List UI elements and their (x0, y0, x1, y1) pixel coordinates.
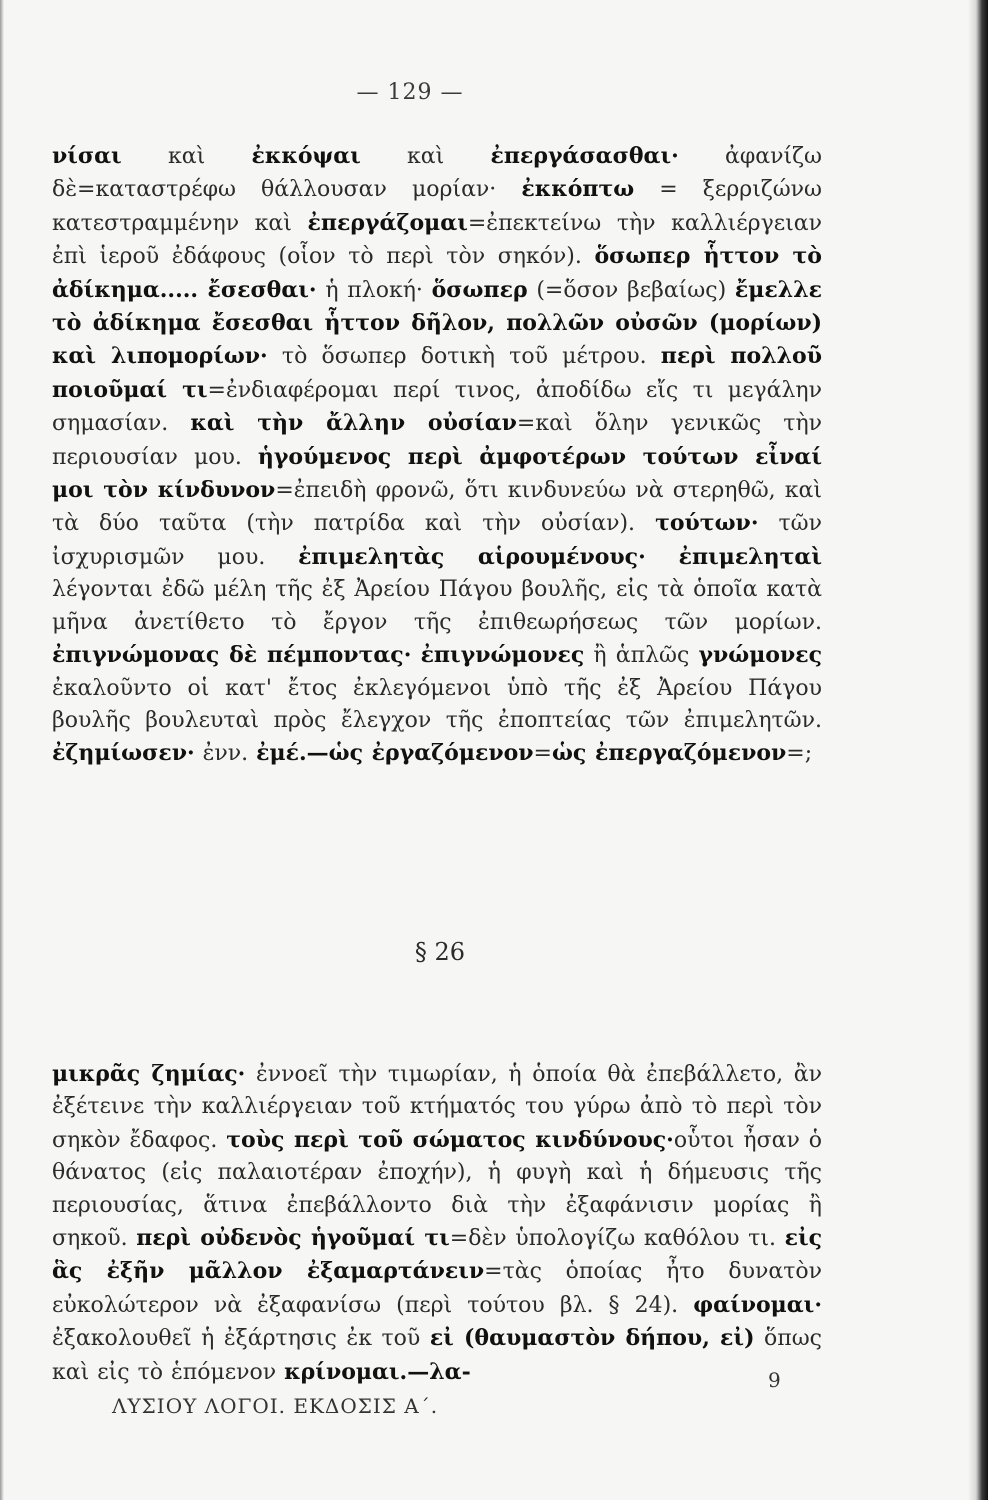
commentary-text: ἡ πλοκή· (316, 277, 432, 303)
commentary-text: =ἐπεκτείνω τὴν καλλιέργειαν ἐπὶ ἱεροῦ ἐδάφους (οἷον τὸ περὶ τὸν σηκόν). (52, 210, 823, 270)
bold-lemma: ἐπιγνώμονες (420, 642, 585, 669)
commentary-text: =καὶ ὅλην γενικῶς τὴν περιουσίαν μου. (52, 411, 823, 470)
bold-lemma: ἐπεργάσασθαι· (490, 143, 679, 169)
commentary-text: καὶ (360, 144, 491, 169)
bold-lemma: τούτων· (655, 510, 759, 537)
bold-lemma: ἐκκόψαι (251, 143, 361, 169)
bold-lemma: φαίνομαι· (693, 1291, 822, 1318)
bold-lemma: ὅσωπερ ἧττον τὸ ἀδίκημα..... ἔσεσθαι· (52, 243, 822, 303)
commentary-text: =ἐπειδὴ φρονῶ, ὅτι κινδυνεύω νὰ στερηθῶ, καὶ τὰ δύο ταῦτα (τὴν πατρίδα καὶ τὴν οὐσίαν). (52, 478, 822, 537)
signature-mark: 9 (768, 1368, 781, 1392)
bold-lemma: περὶ οὐδενὸς ἡγοῦμαί τι (136, 1225, 450, 1252)
section-heading: § 26 (414, 938, 466, 966)
bold-lemma: ἐζημίωσεν· (52, 740, 195, 767)
commentary-text: ἐκαλοῦντο οἱ κατ' ἔτος ἐκλεγόμενοι ὑπὸ τῆς ἐξ Ἀρείου Πάγου βουλῆς βουλευταὶ πρὸς ἔλεγχον τῆς ἐποπτείας τῶν ἐπιμελητῶν. (52, 675, 822, 733)
bold-lemma: εἰ (θαυμαστὸν δήπου, εἰ) (429, 1325, 755, 1352)
bold-lemma: εἰς ἃς ἐξῆν μᾶλλον ἐξαμαρτάνειν (52, 1225, 822, 1285)
bold-lemma: νίσαι (52, 143, 122, 169)
bold-lemma: ἐπεργάζομαι (307, 209, 468, 236)
commentary-text: ὅπως καὶ εἰς τὸ ἑπόμενον (52, 1326, 822, 1385)
page-right-edge-shadow (968, 0, 988, 1500)
page-number: — 129 — (356, 80, 464, 105)
commentary-paragraph-2 (52, 1058, 822, 1389)
commentary-text (646, 545, 679, 570)
commentary-text: τὸ ὅσωπερ δοτικὴ τοῦ μέτρου. (267, 344, 661, 370)
bold-lemma: περὶ πολλοῦ ποιοῦμαί τι (52, 343, 822, 403)
bold-lemma: ἐμέ.—ὡς ἐργαζόμενον (256, 740, 534, 767)
commentary-text: = (533, 741, 552, 767)
bold-lemma: ἔμελλε τὸ ἀδίκημα ἔσεσθαι ἧττον δῆλον, πολλῶν οὐσῶν (μορίων) καὶ λιπομορίων· (52, 276, 822, 370)
commentary-text: =τὰς ὁποίας ἦτο δυνατὸν εὐκολώτερον νὰ ἐξαφανίσω (περὶ τούτου βλ. § 24). (52, 1259, 822, 1318)
commentary-text: τῶν ἰσχυρισμῶν μου. (52, 511, 823, 570)
bold-lemma: γνώμονες (698, 642, 823, 669)
commentary-text: ἢ ἁπλῶς (584, 643, 699, 669)
commentary-paragraph-1 (52, 140, 822, 771)
bold-lemma: ἐκκόπτω (521, 176, 635, 203)
commentary-text: λέγονται ἐδῶ μέλη τῆς ἐξ Ἀρείου Πάγου βουλῆς, εἰς τὰ ὁποῖα κατὰ μῆνα ἀνετίθετο τὸ ἔργον τῆς ἐπιθεωρήσεως τῶν μορίων. (52, 577, 822, 635)
commentary-text: ἐνν. (194, 741, 257, 767)
bold-lemma: ἡγούμενος περὶ ἀμφοτέρων τούτων εἶναί μοι τὸν κίνδυνον (52, 443, 822, 504)
bold-lemma: ἐπιμεληταὶ (678, 543, 823, 570)
bold-lemma: μικρᾶς ζημίας· (52, 1061, 246, 1087)
bold-lemma: κρίνομαι.—λα- (284, 1358, 471, 1385)
bold-lemma: ἐπιμελητὰς αἱρουμένους· (298, 543, 646, 570)
bold-lemma: ἐπιγνώμονας δὲ πέμποντας· (52, 642, 412, 669)
commentary-text: ἐξακολουθεῖ ἡ ἐξάρτησις ἐκ τοῦ (52, 1326, 430, 1352)
page-left-edge-shadow (0, 0, 4, 1500)
bold-lemma: ὡς ἐπεργαζόμενον (551, 740, 787, 767)
commentary-text: = ξερριζώνω κατεστραμμένην καὶ (52, 177, 822, 236)
commentary-text: =δὲν ὑπολογίζω καθόλου τι. (449, 1226, 785, 1252)
commentary-text: οὗτοι ἦσαν ὁ θάνατος (εἰς παλαιοτέραν ἐποχήν), ἡ φυγὴ καὶ ἡ δήμευσις τῆς περιουσίας, ἅτινα ἐπεβάλλοντο διὰ τὴν ἐξαφάνισιν μορίας ἢ σηκοῦ. (52, 1127, 822, 1252)
commentary-text: =; (786, 741, 813, 767)
footer-book-title: ΛΥΣΙΟΥ ΛΟΓΟΙ. ΕΚΔΟΣΙΣ Α΄. (112, 1394, 439, 1418)
commentary-text: καὶ (121, 144, 252, 169)
commentary-text: =ἐνδιαφέρομαι περί τινος, ἀποδίδω εἴς τι μεγάλην σημασίαν. (52, 377, 822, 437)
bold-lemma: τοὺς περὶ τοῦ σώματος κινδύνους· (226, 1126, 674, 1153)
commentary-text: ἀφανίζω δὲ=καταστρέφω θάλλουσαν μορίαν· (52, 144, 822, 203)
commentary-text: ἐννοεῖ τὴν τιμωρίαν, ἡ ὁποία θὰ ἐπεβάλλετο, ἂν ἐξέτεινε τὴν καλλιέργειαν τοῦ κτήματός του γύρω ἀπὸ τὸ περὶ τὸν σηκὸν ἔδαφος. (52, 1062, 822, 1153)
paragraph-1-text (52, 140, 822, 771)
bold-lemma: καὶ τὴν ἄλλην οὐσίαν (190, 410, 517, 437)
commentary-text (411, 643, 420, 668)
paragraph-2-text (52, 1058, 822, 1389)
commentary-text: (=ὅσον βεβαίως) (527, 277, 735, 303)
bold-lemma: ὅσωπερ (431, 276, 528, 303)
